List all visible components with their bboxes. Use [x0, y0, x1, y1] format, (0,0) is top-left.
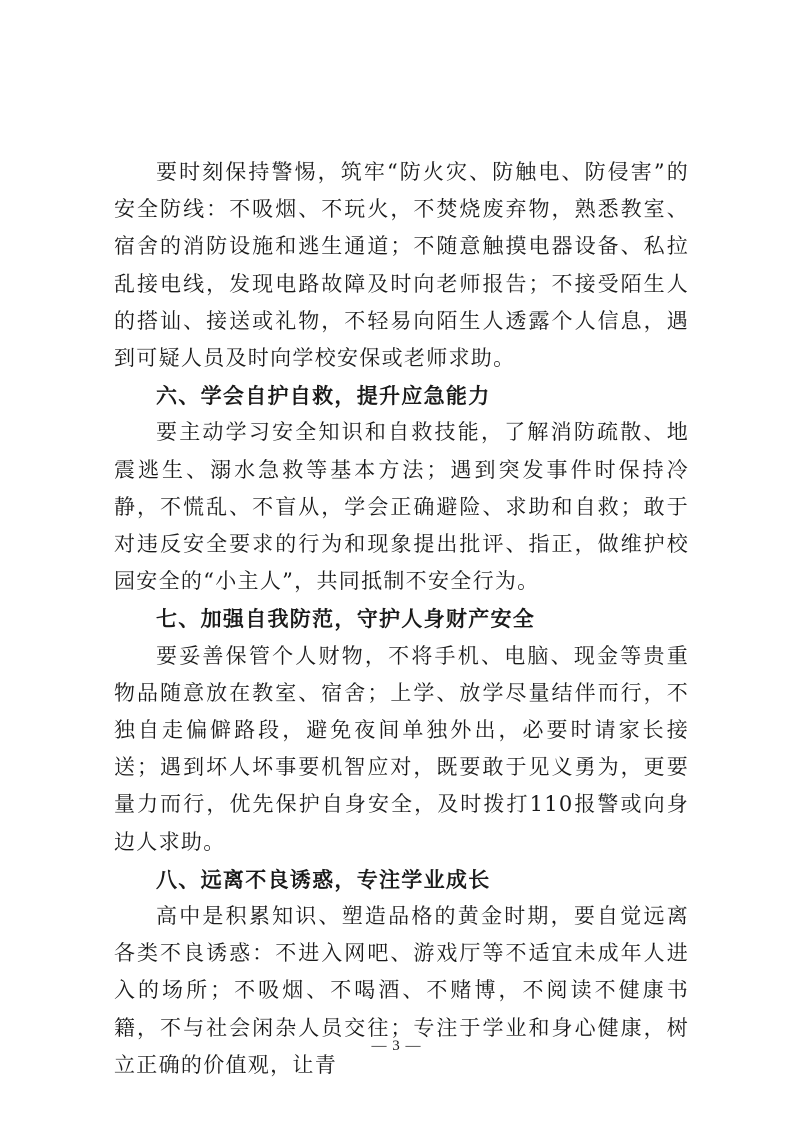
paragraph-personal-property: 要妥善保管个人财物，不将手机、电脑、现金等贵重物品随意放在教室、宿舍；上学、放学尽量结伴而行，不独自走偏僻路段，避免夜间单独外出，必要时请家长接送；遇到坏人坏事要机智应对，既要敢于见义勇为，更要量力而行，优先保护自身安全，及时拨打110报警或向身边人求助。: [114, 643, 689, 854]
paragraph-self-rescue: 要主动学习安全知识和自救技能，了解消防疏散、地震逃生、溺水急救等基本方法；遇到突发事件时保持冷静，不慌乱、不盲从，学会正确避险、求助和自救；敢于对违反安全要求的行为和现象提出批评、指正，做维护校园安全的“小主人”，共同抵制不安全行为。: [114, 420, 689, 594]
paragraph-avoid-temptation: 高中是积累知识、塑造品格的黄金时期，要自觉远离各类不良诱惑：不进入网吧、游戏厅等不适宜未成年人进入的场所；不吸烟、不喝酒、不赌博，不阅读不健康书籍，不与社会闲杂人员交往；专注于学业和身心健康，树立正确的价值观，让青: [114, 904, 689, 1077]
section-heading-8: 八、远离不良诱惑，专注学业成长: [156, 866, 491, 892]
section-heading-7: 七、加强自我防范，守护人身财产安全: [156, 606, 536, 632]
paragraph-fire-electric-safety: 要时刻保持警惕，筑牢“防火灾、防触电、防侵害”的安全防线：不吸烟、不玩火，不焚烧废弃物，熟悉教室、宿舍的消防设施和逃生通道；不随意触摸电器设备、私拉乱接电线，发现电路故障及时向老师报告；不接受陌生人的搭讪、接送或礼物，不轻易向陌生人透露个人信息，遇到可疑人员及时向学校安保或老师求助。: [114, 160, 689, 371]
section-heading-6: 六、学会自护自救，提升应急能力: [156, 383, 491, 409]
document-body: [114, 154, 689, 1084]
page-number: — 3 —: [371, 1038, 422, 1054]
